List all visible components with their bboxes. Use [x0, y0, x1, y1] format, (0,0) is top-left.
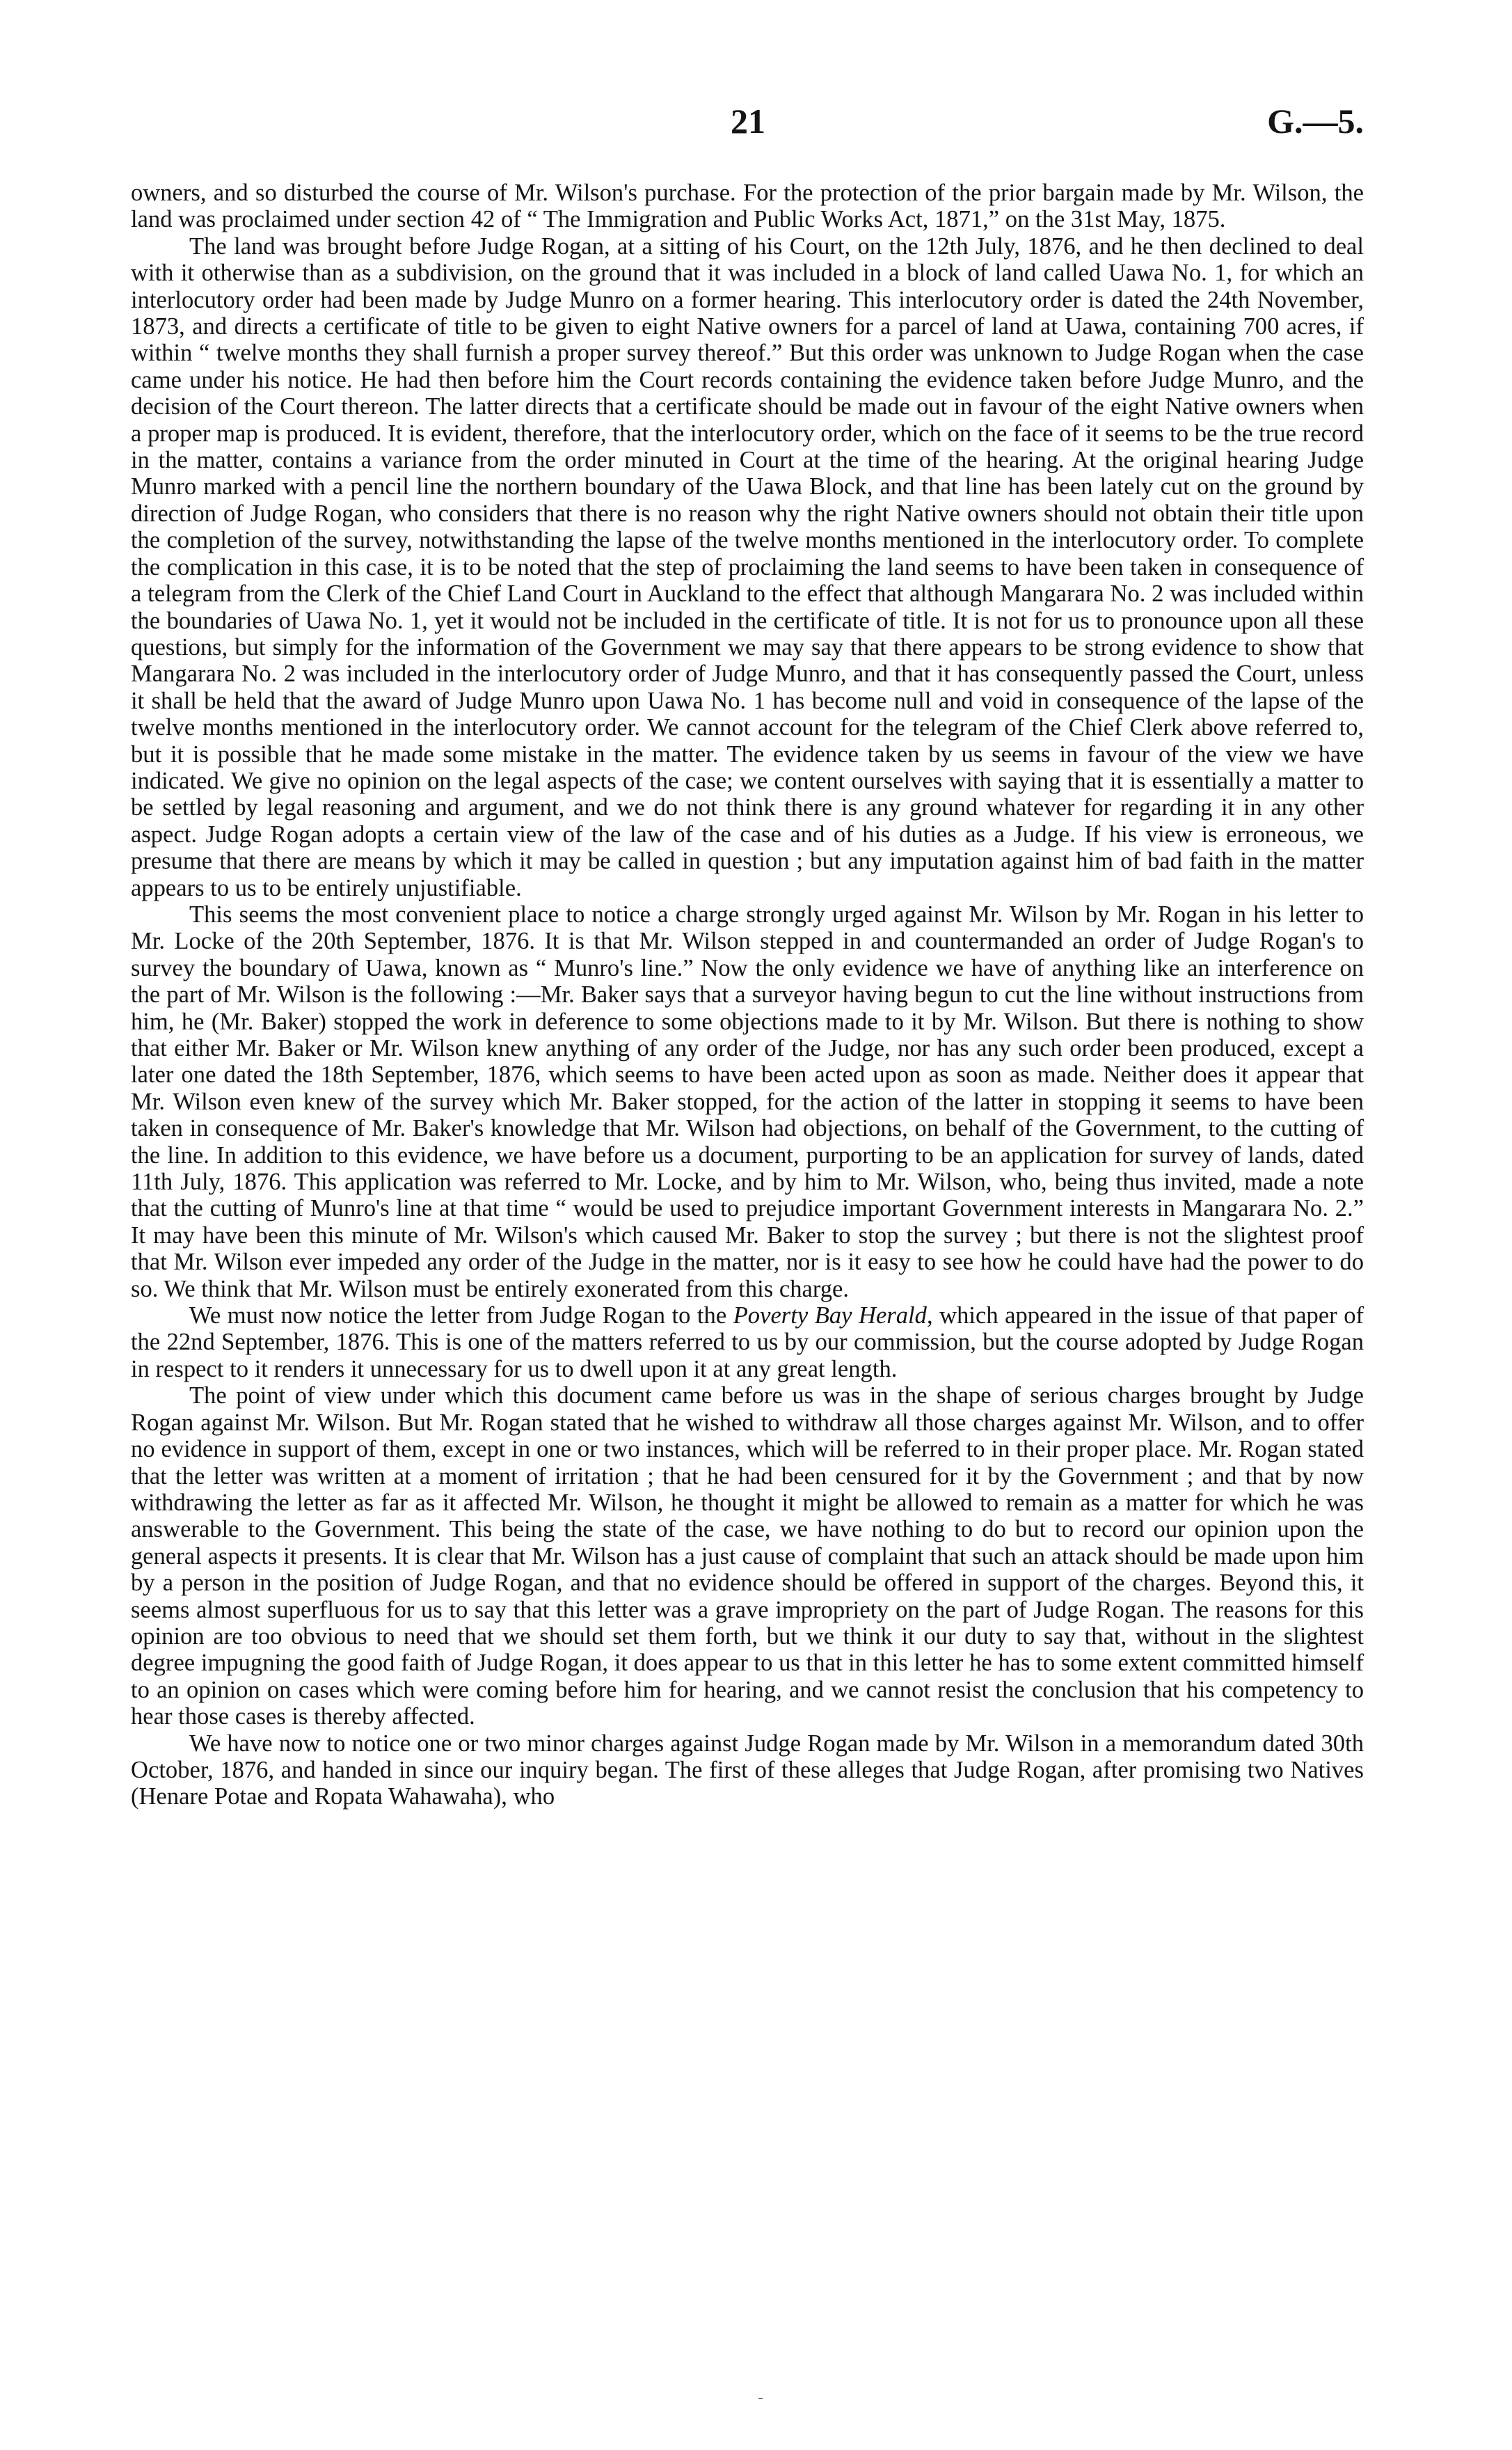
paragraph-uawa-land: The land was brought before Judge Rogan, at a sitting of his Court, on the 12th July, 1876, and he then declined to deal with it otherwise than as a subdivision, on the ground that it was included in a block of land called Uawa No. 1, for which an interlocutory order had been made by Judge Munro on a former hearing. This interlocutory order is dated the 24th November, 1873, and directs a certificate of title to be given to eight Native owners for a parcel of land at Uawa, containing 700 acres, if within “ twelve months they shall furnish a proper survey thereof.” But this order was unknown to Judge Rogan when the case came under his notice. He had then before him the Court records containing the evidence taken before Judge Munro, and the decision of the Court thereon. The latter directs that a certificate should be made out in favour of the eight Native owners when a proper map is produced. It is evident, therefore, that the interlocutory order, which on the face of it seems to be the true record in the matter, contains a variance from the order minuted in Court at the time of the hearing. At the original hearing Judge Munro marked with a pencil line the northern boundary of the Uawa Block, and that line has been lately cut on the ground by direction of Judge Rogan, who considers that there is no reason why the right Native owners should not obtain their title upon the completion of the survey, notwithstanding the lapse of the twelve months mentioned in the interlocutory order. To complete the complication in this case, it is to be noted that the step of proclaiming the land seems to have been taken in consequence of a telegram from the Clerk of the Chief Land Court in Auckland to the effect that although Mangarara No. 2 was included within the boundaries of Uawa No. 1, yet it would not be included in the certificate of title. It is not for us to pronounce upon all these questions, but simply for the information of the Government we may say that there appears to be strong evidence to show that Mangarara No. 2 was included in the interlocutory order of Judge Munro, and that it has consequently passed the Court, unless it shall be held that the award of Judge Munro upon Uawa No. 1 has become null and void in consequence of the lapse of the twelve months mentioned in the interlocutory order. We cannot account for the telegram of the Chief Clerk above referred to, but it is possible that he made some mistake in the matter. The evidence taken by us seems in favour of the view we have indicated. We give no opinion on the legal aspects of the case; we content ourselves with saying that it is essentially a matter to be settled by legal reasoning and argument, and we do not think there is any ground whatever for regarding it in any other aspect. Judge Rogan adopts a certain view of the law of the case and of his duties as a Judge. If his view is erroneous, we presume that there are means by which it may be called in question ; but any imputation against him of bad faith in the matter appears to us to be entirely unjustifiable. — [131, 232, 1364, 901]
paragraph-withdrawn-charges: The point of view under which this document came before us was in the shape of serious charges brought by Judge Rogan against Mr. Wilson. But Mr. Rogan stated that he wished to withdraw all those charges against Mr. Wilson, and to offer no evidence in support of them, except in one or two instances, which will be referred to in their proper place. Mr. Rogan stated that the letter was written at a moment of irritation ; that he had been censured for it by the Government ; and that by now withdrawing the letter as far as it affected Mr. Wilson, he thought it might be allowed to remain as a matter for which he was answerable to the Government. This being the state of the case, we have nothing to do but to record our opinion upon the general aspects it presents. It is clear that Mr. Wilson has a just cause of complaint that such an attack should be made upon him by a person in the position of Judge Rogan, and that no evidence should be offered in support of the charges. Beyond this, it seems almost superfluous for us to say that this letter was a grave impropriety on the part of Judge Rogan. The reasons for this opinion are too obvious to need that we should set them forth, but we think it our duty to say that, without in the slightest degree impugning the good faith of Judge Rogan, it does appear to us that in this letter he has to some extent committed himself to an opinion on cases which were coming before him for hearing, and we cannot resist the conclusion that his competency to hear those cases is thereby affected. — [131, 1382, 1364, 1730]
paragraph-munro-line-charge: This seems the most convenient place to notice a charge strongly urged against Mr. Wilson by Mr. Rogan in his letter to Mr. Locke of the 20th September, 1876. It is that Mr. Wilson stepped in and countermanded an order of Judge Rogan's to survey the boundary of Uawa, known as “ Munro's line.” Now the only evidence we have of anything like an interference on the part of Mr. Wilson is the following :—Mr. Baker says that a surveyor having begun to cut the line without instructions from him, he (Mr. Baker) stopped the work in deference to some objections made to it by Mr. Wilson. But there is nothing to show that either Mr. Baker or Mr. Wilson knew anything of any order of the Judge, nor has any such order been produced, except a later one dated the 18th September, 1876, which seems to have been acted upon as soon as made. Neither does it appear that Mr. Wilson even knew of the survey which Mr. Baker stopped, for the action of the latter in stopping it seems to have been taken in consequence of Mr. Baker's knowledge that Mr. Wilson had objections, on behalf of the Government, to the cutting of the line. In addition to this evidence, we have before us a document, purporting to be an application for survey of lands, dated 11th July, 1876. This application was referred to Mr. Locke, and by him to Mr. Wilson, who, being thus invited, made a note that the cutting of Munro's line at that time “ would be used to prejudice important Government interests in Mangarara No. 2.” It may have been this minute of Mr. Wilson's which caused Mr. Baker to stop the survey ; but there is not the slightest proof that Mr. Wilson ever impeded any order of the Judge in the matter, nor is it easy to see how he could have had the power to do so. We think that Mr. Wilson must be entirely exonerated from this charge. — [131, 901, 1364, 1302]
paragraph-text-start: We must now notice the letter from Judge Rogan to the — [189, 1302, 733, 1329]
page-header — [132, 101, 1364, 150]
document-code: G.—5. — [1267, 102, 1364, 141]
paragraph-continuation: owners, and so disturbed the course of Mr. Wilson's purchase. For the protection of the prior bargain made by Mr. Wilson, the land was proclaimed under section 42 of “ The Immigration and Public Works Act, 1871,” on the 31st May, 1875. — [131, 180, 1364, 233]
page-number: 21 — [731, 102, 765, 141]
paragraph-poverty-bay-herald-letter — [131, 1302, 1364, 1382]
newspaper-title: Poverty Bay Herald — [733, 1302, 927, 1329]
paragraph-text-end: , which appeared in the issue of that paper of the 22nd September, 1876. This is one of the matters referred to us by our commission, but the course adopted by Judge Rogan in respect to it renders it unnecessary for us to dwell upon it at any great length. — [131, 1302, 1364, 1382]
body-text — [131, 180, 1364, 1810]
footer-mark — [758, 2398, 763, 2399]
paragraph-minor-charges: We have now to notice one or two minor charges against Judge Rogan made by Mr. Wilson in a memorandum dated 30th October, 1876, and handed in since our inquiry began. The first of these alleges that Judge Rogan, after promising two Natives (Henare Potae and Ropata Wahawaha), who — [131, 1730, 1364, 1810]
